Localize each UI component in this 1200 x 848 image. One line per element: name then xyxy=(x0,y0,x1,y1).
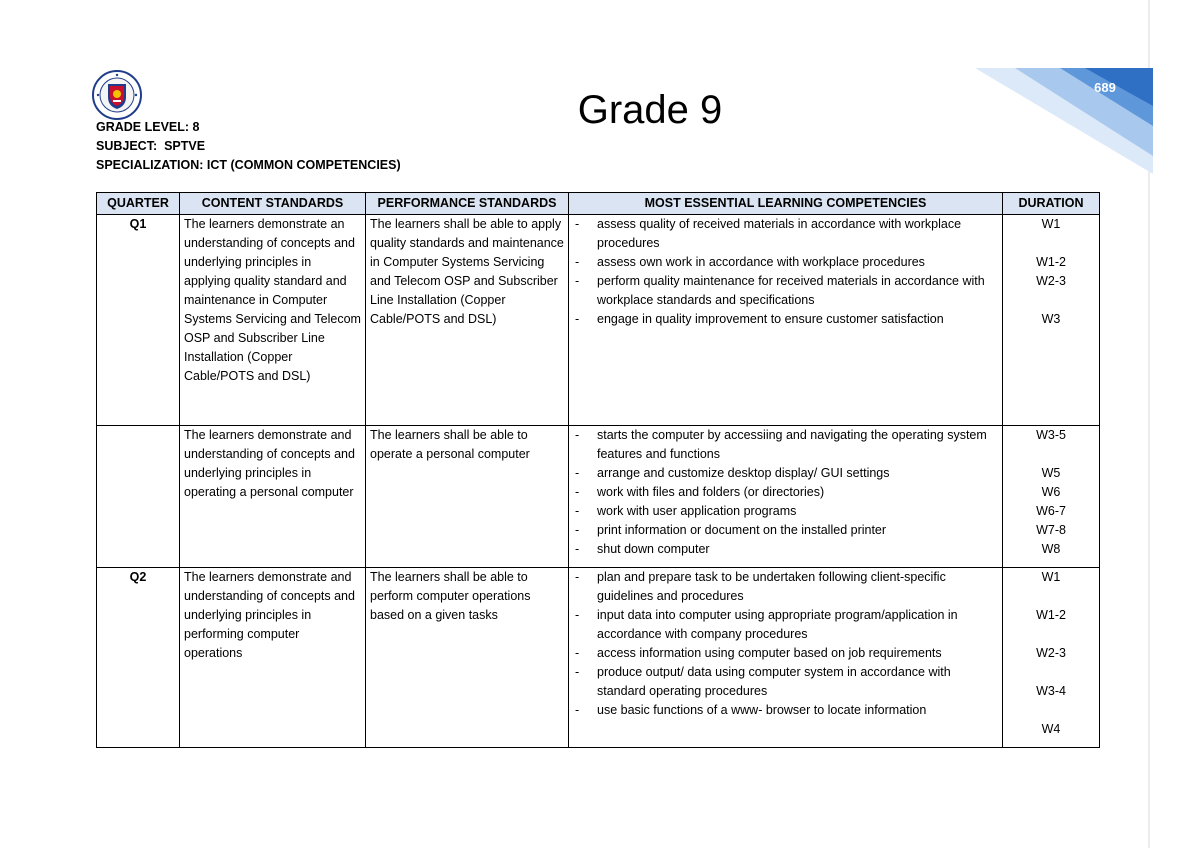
duration-cell xyxy=(1003,568,1100,748)
subject-line: SUBJECT: SPTVE xyxy=(96,139,206,153)
duration-value: W3-5 xyxy=(1036,428,1066,442)
competency-item: - work with user application programs xyxy=(573,502,998,521)
column-header: CONTENT STANDARDS xyxy=(180,193,366,215)
competencies-cell xyxy=(569,426,1003,568)
competency-item: - work with files and folders (or directories) xyxy=(573,483,998,502)
competency-item: - produce output/ data using computer system in accordance with standard operating procedures xyxy=(573,663,998,701)
duration-value: W1-2 xyxy=(1036,255,1066,269)
page-number: 689 xyxy=(1094,80,1116,95)
duration-cell xyxy=(1003,215,1100,426)
quarter-cell: Q2 xyxy=(97,568,180,748)
competencies-cell xyxy=(569,568,1003,748)
competency-item: - arrange and customize desktop display/ GUI settings xyxy=(573,464,998,483)
competency-item: - starts the computer by accessiing and navigating the operating system features and functions xyxy=(573,426,998,464)
duration-value: W7-8 xyxy=(1036,523,1066,537)
table-row xyxy=(97,426,1100,568)
page-title: Grade 9 xyxy=(577,88,723,132)
table-row xyxy=(97,568,1100,748)
corner-decoration xyxy=(975,66,1155,176)
duration-value: W5 xyxy=(1041,466,1061,480)
table-row xyxy=(97,215,1100,426)
duration-value: W8 xyxy=(1041,542,1061,556)
competency-item: - shut down computer xyxy=(573,540,998,559)
document-meta xyxy=(96,118,401,175)
quarter-cell xyxy=(97,426,180,568)
column-header: QUARTER xyxy=(97,193,180,215)
content-standard-cell: The learners demonstrate and understanding of concepts and underlying principles in operating a personal computer xyxy=(180,426,366,568)
content-standard-cell: The learners demonstrate and understanding of concepts and underlying principles in performing computer operations xyxy=(180,568,366,748)
duration-value: W3-4 xyxy=(1036,684,1066,698)
competency-item: - perform quality maintenance for received materials in accordance with workplace standards and specifications xyxy=(573,272,998,310)
competency-item: - plan and prepare task to be undertaken following client-specific guidelines and procedures xyxy=(573,568,998,606)
duration-value: W1-2 xyxy=(1036,608,1066,622)
specialization-line: SPECIALIZATION: ICT (COMMON COMPETENCIES) xyxy=(96,158,401,172)
duration-value: W2-3 xyxy=(1036,274,1066,288)
competency-item: - use basic functions of a www- browser to locate information xyxy=(573,701,998,720)
curriculum-table xyxy=(96,192,1100,748)
quarter-cell: Q1 xyxy=(97,215,180,426)
competency-item: - assess own work in accordance with workplace procedures xyxy=(573,253,998,272)
duration-value: W1 xyxy=(1041,570,1061,584)
competencies-cell xyxy=(569,215,1003,426)
deped-seal-icon xyxy=(92,70,142,120)
duration-value: W1 xyxy=(1041,217,1061,231)
performance-standard-cell: The learners shall be able to apply quality standards and maintenance in Computer Systems Servicing and Telecom OSP and Subscriber Line Installation (Copper Cable/POTS and DSL) xyxy=(366,215,569,426)
duration-value: W6-7 xyxy=(1036,504,1066,518)
performance-standard-cell: The learners shall be able to perform computer operations based on a given tasks xyxy=(366,568,569,748)
column-header: MOST ESSENTIAL LEARNING COMPETENCIES xyxy=(569,193,1003,215)
grade-level-line: GRADE LEVEL: 8 xyxy=(96,120,200,134)
duration-value: W4 xyxy=(1041,722,1061,736)
competency-item: - print information or document on the installed printer xyxy=(573,521,998,540)
duration-value: W2-3 xyxy=(1036,646,1066,660)
column-header: PERFORMANCE STANDARDS xyxy=(366,193,569,215)
performance-standard-cell: The learners shall be able to operate a personal computer xyxy=(366,426,569,568)
duration-value: W3 xyxy=(1041,312,1061,326)
duration-cell xyxy=(1003,426,1100,568)
competency-item: - engage in quality improvement to ensure customer satisfaction xyxy=(573,310,998,329)
column-header: DURATION xyxy=(1003,193,1100,215)
competency-item: - access information using computer based on job requirements xyxy=(573,644,998,663)
competency-item: - input data into computer using appropriate program/application in accordance with company procedures xyxy=(573,606,998,644)
content-standard-cell: The learners demonstrate an understanding of concepts and underlying principles in applying quality standard and maintenance in Computer Systems Servicing and Telecom OSP and Subscriber Line Installation (Copper Cable/POTS and DSL) xyxy=(180,215,366,426)
duration-value: W6 xyxy=(1041,485,1061,499)
competency-item: - assess quality of received materials in accordance with workplace procedures xyxy=(573,215,998,253)
table-header-row xyxy=(97,193,1100,215)
